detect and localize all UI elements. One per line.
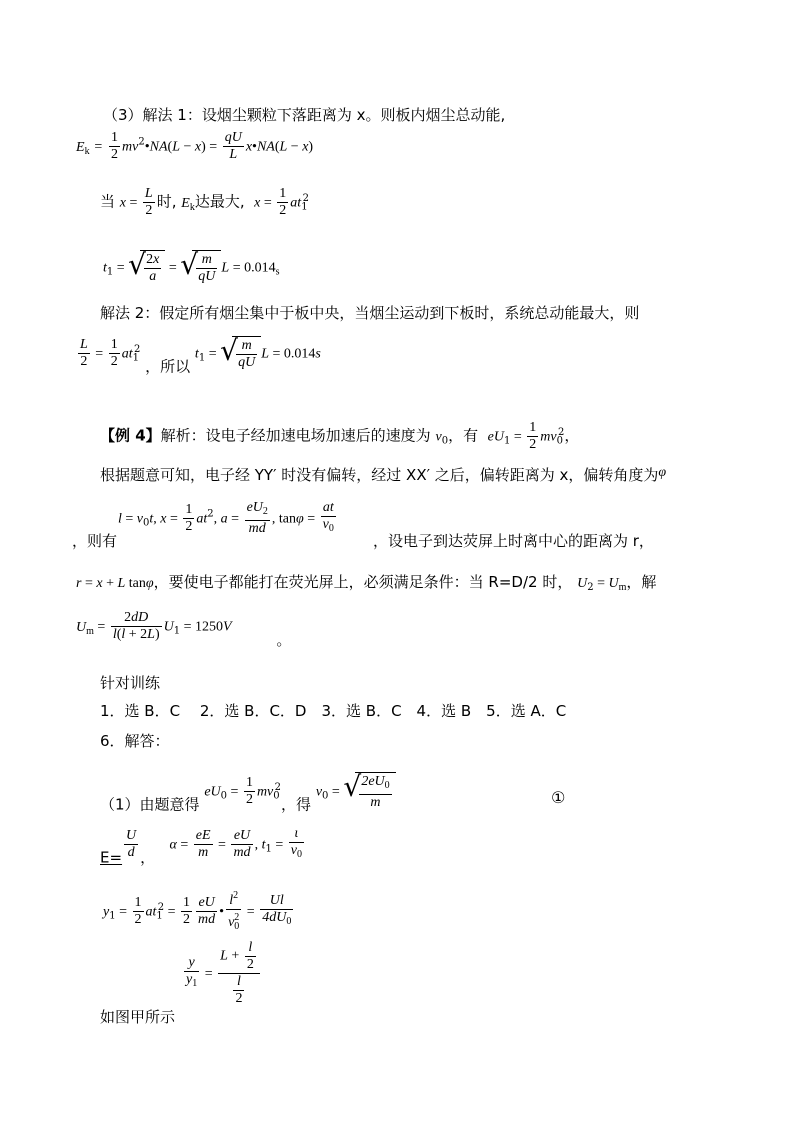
y1-formula: $y_1$ = $\frac{1}{2}$ $at_1^2$ = $\frac{1}{2}$ $\frac{eU}{md}$ • $\frac{l^2}{v_0^2}$ = $\frac{Ul}{4dU_0}$ (103, 890, 292, 932)
example4-line: 【例 4】解析：设电子经加速电场加速后的速度为 $v_0$，有 $eU_1$ = $\frac{1}{2}$ $mv_0^2$， (100, 420, 580, 452)
figure-reference: 如图甲所示 (100, 1008, 176, 1026)
part3-intro: （3）解法 1：设烟尘颗粒下落距离为 x。则板内烟尘总动能, (103, 106, 506, 124)
um-formula: $U_m$ = $\frac{2dD}{l(l + 2L)}$ $U_1 = 1250V$ 。 (76, 610, 292, 649)
deflection-line: 根据题意可知，电子经 YY′ 时没有偏转，经过 XX′ 之后，偏转距离为 x，偏转角度为φ (100, 465, 667, 484)
distance-text: ，设电子到达荧屏上时离中心的距离为 r， (373, 532, 654, 550)
example4-label: 【例 4】 (100, 426, 161, 445)
max-condition: 当 x = $\frac{L}{2}$ 时, $E_k$达最大, x = $\frac{1}{2}$ $at_1^2$ (100, 186, 309, 218)
deflection-formula: $l = v_0t$, x = $\frac{1}{2}$ $at^2$, a = $\frac{eU_2}{md}$ , tanφ = $\frac{at}{v_0}$ (118, 500, 334, 536)
q6-part1: （1）由题意得 $eU_0$ = $\frac{1}{2}$ $mv_0^2$，得 $v_0$ = √ $\frac{2eU_0}{m}$ (100, 772, 396, 814)
ek-formula: $E_k$ = $\frac{1}{2}$ $mv^2•NA(L - x)$ = $\frac{qU}{L}$ x•NA(L − x) (76, 130, 314, 162)
training-title: 针对训练 (100, 674, 161, 692)
field-formula: E= $\frac{U}{d}$ ， α = $\frac{eE}{m}$ = $\frac{eU}{md}$ , $t_1$ = $\frac{\iota}{v_0}$ (100, 826, 302, 867)
question6-label: 6．解答： (100, 732, 170, 750)
solution2-intro: 解法 2：假定所有烟尘集中于板中央，当烟尘运动到下板时，系统总动能最大，则 (100, 304, 640, 322)
ratio-formula: $\frac{y}{y_1}$ = L + $\frac{l}{2}$ $\frac{l}{2}$ (182, 940, 262, 1007)
t1-formula: $t_1$ = √ $\frac{2x}{a}$ = √ $\frac{m}{qU}$ $L = 0.014_s$ (103, 248, 280, 284)
condition-line: r = x + L tanφ，要使电子都能打在荧光屏上，必须满足条件：当 R=D/2 时， $U_2 = U_m$，解 (76, 573, 657, 593)
training-answers: 1．选 B．C 2．选 B．C．D 3．选 B．C 4．选 B 5．选 A．C (100, 702, 567, 720)
then-have: ，则有 (72, 532, 118, 550)
equation-number: ① (551, 788, 566, 807)
solution2-formula: $\frac{L}{2}$ = $\frac{1}{2}$ $at_1^2$ ，所以 $t_1$ = √ $\frac{m}{qU}$ L = 0.014s (80, 334, 321, 376)
